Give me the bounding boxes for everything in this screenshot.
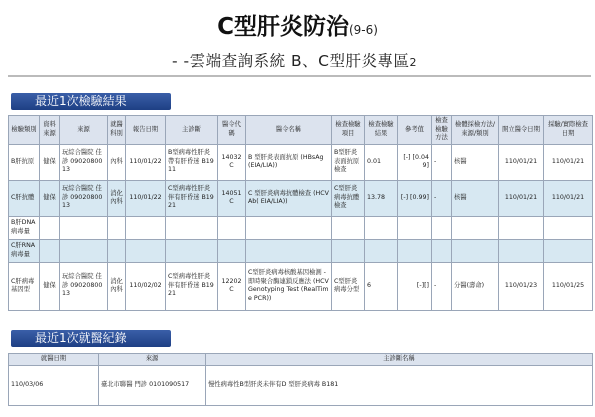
lab-cell xyxy=(60,239,108,262)
visit-cell: 110/03/06 xyxy=(9,365,99,405)
lab-results-table xyxy=(8,115,593,311)
lab-cell xyxy=(126,239,166,262)
lab-cell xyxy=(365,239,398,262)
lab-cell: C型病毒性肝炎伴有肝昏迷 B1921 xyxy=(166,262,218,310)
visit-table-header-row xyxy=(9,354,593,366)
lab-cell: 110/01/23 xyxy=(499,262,544,310)
lab-cell xyxy=(108,239,126,262)
lab-cell: C肝RNA病毒量 xyxy=(9,239,40,262)
lab-cell xyxy=(499,239,544,262)
lab-cell: 0.01 xyxy=(365,144,398,180)
lab-cell: 110/01/21 xyxy=(499,180,544,216)
lab-cell: - xyxy=(432,180,452,216)
lab-cell: 14032C xyxy=(218,144,246,180)
lab-header-cell: 檢體採檢方法/來源/類別 xyxy=(452,116,499,145)
visit-header-cell: 來源 xyxy=(99,354,206,366)
lab-header-cell: 就醫科別 xyxy=(108,116,126,145)
lab-header-cell: 醫令代碼 xyxy=(218,116,246,145)
lab-header-cell: 報告日期 xyxy=(126,116,166,145)
lab-cell xyxy=(452,216,499,239)
lab-table-row xyxy=(9,216,593,239)
lab-cell: B型病毒性肝炎帶有肝昏迷 B1911 xyxy=(166,144,218,180)
lab-cell: 110/01/21 xyxy=(544,144,593,180)
lab-header-cell: 主診斷 xyxy=(166,116,218,145)
lab-cell xyxy=(126,216,166,239)
lab-cell: 核醫 xyxy=(452,180,499,216)
visit-header-cell: 就醫日期 xyxy=(9,354,99,366)
lab-table-header-row xyxy=(9,116,593,145)
lab-cell: 健保 xyxy=(40,180,60,216)
lab-header-cell: 採驗/實際檢查日期 xyxy=(544,116,593,145)
lab-header-cell: 醫令名稱 xyxy=(246,116,332,145)
lab-cell xyxy=(218,216,246,239)
lab-cell xyxy=(398,216,432,239)
lab-cell xyxy=(218,239,246,262)
section-header-visit: 最近1次就醫紀錄 xyxy=(11,330,171,347)
lab-cell: C 型肝炎病毒抗體檢查 (HCV Ab( EIA/LIA)) xyxy=(246,180,332,216)
page-title-main: C型肝炎防治 xyxy=(217,14,349,40)
lab-cell: 110/01/22 xyxy=(126,180,166,216)
lab-cell: C肝病毒基因型 xyxy=(9,262,40,310)
lab-cell: 健保 xyxy=(40,262,60,310)
lab-cell: 12202C xyxy=(218,262,246,310)
lab-cell xyxy=(246,216,332,239)
lab-cell xyxy=(246,239,332,262)
lab-cell: B肝抗原 xyxy=(9,144,40,180)
lab-header-cell: 來源 xyxy=(60,116,108,145)
lab-header-cell: 檢驗類別 xyxy=(9,116,40,145)
lab-header-cell: 檢查檢驗項目 xyxy=(332,116,365,145)
page-subtitle xyxy=(172,49,417,71)
lab-cell: B型肝炎表面抗原檢查 xyxy=(332,144,365,180)
lab-cell: C型病毒性肝炎伴有肝昏迷 B1921 xyxy=(166,180,218,216)
lab-cell xyxy=(544,239,593,262)
lab-header-cell: 檢查檢驗結果 xyxy=(365,116,398,145)
lab-cell xyxy=(432,216,452,239)
lab-cell: 110/01/25 xyxy=(544,262,593,310)
lab-cell: [-] [0.99] xyxy=(398,180,432,216)
lab-cell xyxy=(332,216,365,239)
page-subtitle-text: - -雲端查詢系統 B、C型肝炎專區 xyxy=(172,52,410,70)
lab-cell xyxy=(40,216,60,239)
lab-cell: 6 xyxy=(365,262,398,310)
lab-cell: 14051C xyxy=(218,180,246,216)
lab-cell xyxy=(108,216,126,239)
lab-cell: C型肝炎病毒分型 xyxy=(332,262,365,310)
visit-table-row xyxy=(9,365,593,405)
lab-cell: C肝抗體 xyxy=(9,180,40,216)
lab-cell xyxy=(332,239,365,262)
visit-cell: 慢性病毒性B型肝炎未伴有D 型肝炎病毒 B181 xyxy=(206,365,593,405)
lab-cell: 健保 xyxy=(40,144,60,180)
visit-header-cell: 主診斷名稱 xyxy=(206,354,593,366)
visit-record-table xyxy=(8,353,593,406)
title-divider xyxy=(8,75,591,77)
lab-cell: 13.78 xyxy=(365,180,398,216)
lab-cell xyxy=(452,239,499,262)
lab-cell: 玩綜合醫院 佳診 0902080013 xyxy=(60,262,108,310)
lab-header-cell: 檢查檢驗方法 xyxy=(432,116,452,145)
page-title-suffix: (9-6) xyxy=(348,23,378,37)
lab-cell: [-][] xyxy=(398,262,432,310)
lab-cell: 消化內科 xyxy=(108,262,126,310)
lab-cell: 分醫(壽命) xyxy=(452,262,499,310)
lab-table-row xyxy=(9,262,593,310)
lab-cell: 玩綜合醫院 佳診 0902080013 xyxy=(60,144,108,180)
lab-header-cell: 資料來源 xyxy=(40,116,60,145)
lab-table-row xyxy=(9,144,593,180)
lab-cell xyxy=(398,239,432,262)
lab-cell: 消化內科 xyxy=(108,180,126,216)
page-subtitle-num: 2 xyxy=(409,56,417,69)
lab-header-cell: 開立醫令日期 xyxy=(499,116,544,145)
lab-cell xyxy=(432,239,452,262)
lab-table-row xyxy=(9,239,593,262)
lab-cell: 內科 xyxy=(108,144,126,180)
visit-cell: 臺北市聯醫 門診 0101090517 xyxy=(99,365,206,405)
lab-cell: 110/01/21 xyxy=(544,180,593,216)
lab-cell: [-] [0.049] xyxy=(398,144,432,180)
section-header-lab: 最近1次檢驗結果 xyxy=(11,93,171,110)
lab-table-row xyxy=(9,180,593,216)
lab-cell: 核醫 xyxy=(452,144,499,180)
lab-cell: C型肝炎病毒抗體檢查 xyxy=(332,180,365,216)
lab-cell xyxy=(166,239,218,262)
lab-cell: 110/01/21 xyxy=(499,144,544,180)
lab-cell: - xyxy=(432,262,452,310)
lab-cell xyxy=(166,216,218,239)
lab-cell: 110/01/22 xyxy=(126,144,166,180)
lab-cell xyxy=(365,216,398,239)
lab-cell: C型肝炎病毒核酸基因檢測 -即時聚合酶連鎖反應法 (HCV Genotyping Test (RealTime PCR)) xyxy=(246,262,332,310)
lab-cell xyxy=(544,216,593,239)
lab-header-cell: 參考值 xyxy=(398,116,432,145)
lab-cell xyxy=(40,239,60,262)
lab-cell: B 型肝炎表面抗原 (HBsAg (EIA/LIA)) xyxy=(246,144,332,180)
lab-cell xyxy=(60,216,108,239)
lab-cell: - xyxy=(432,144,452,180)
lab-cell: 玩綜合醫院 佳診 0902080013 xyxy=(60,180,108,216)
lab-cell: B肝DNA病毒量 xyxy=(9,216,40,239)
lab-cell: 110/02/02 xyxy=(126,262,166,310)
lab-cell xyxy=(499,216,544,239)
page-title xyxy=(0,8,595,41)
